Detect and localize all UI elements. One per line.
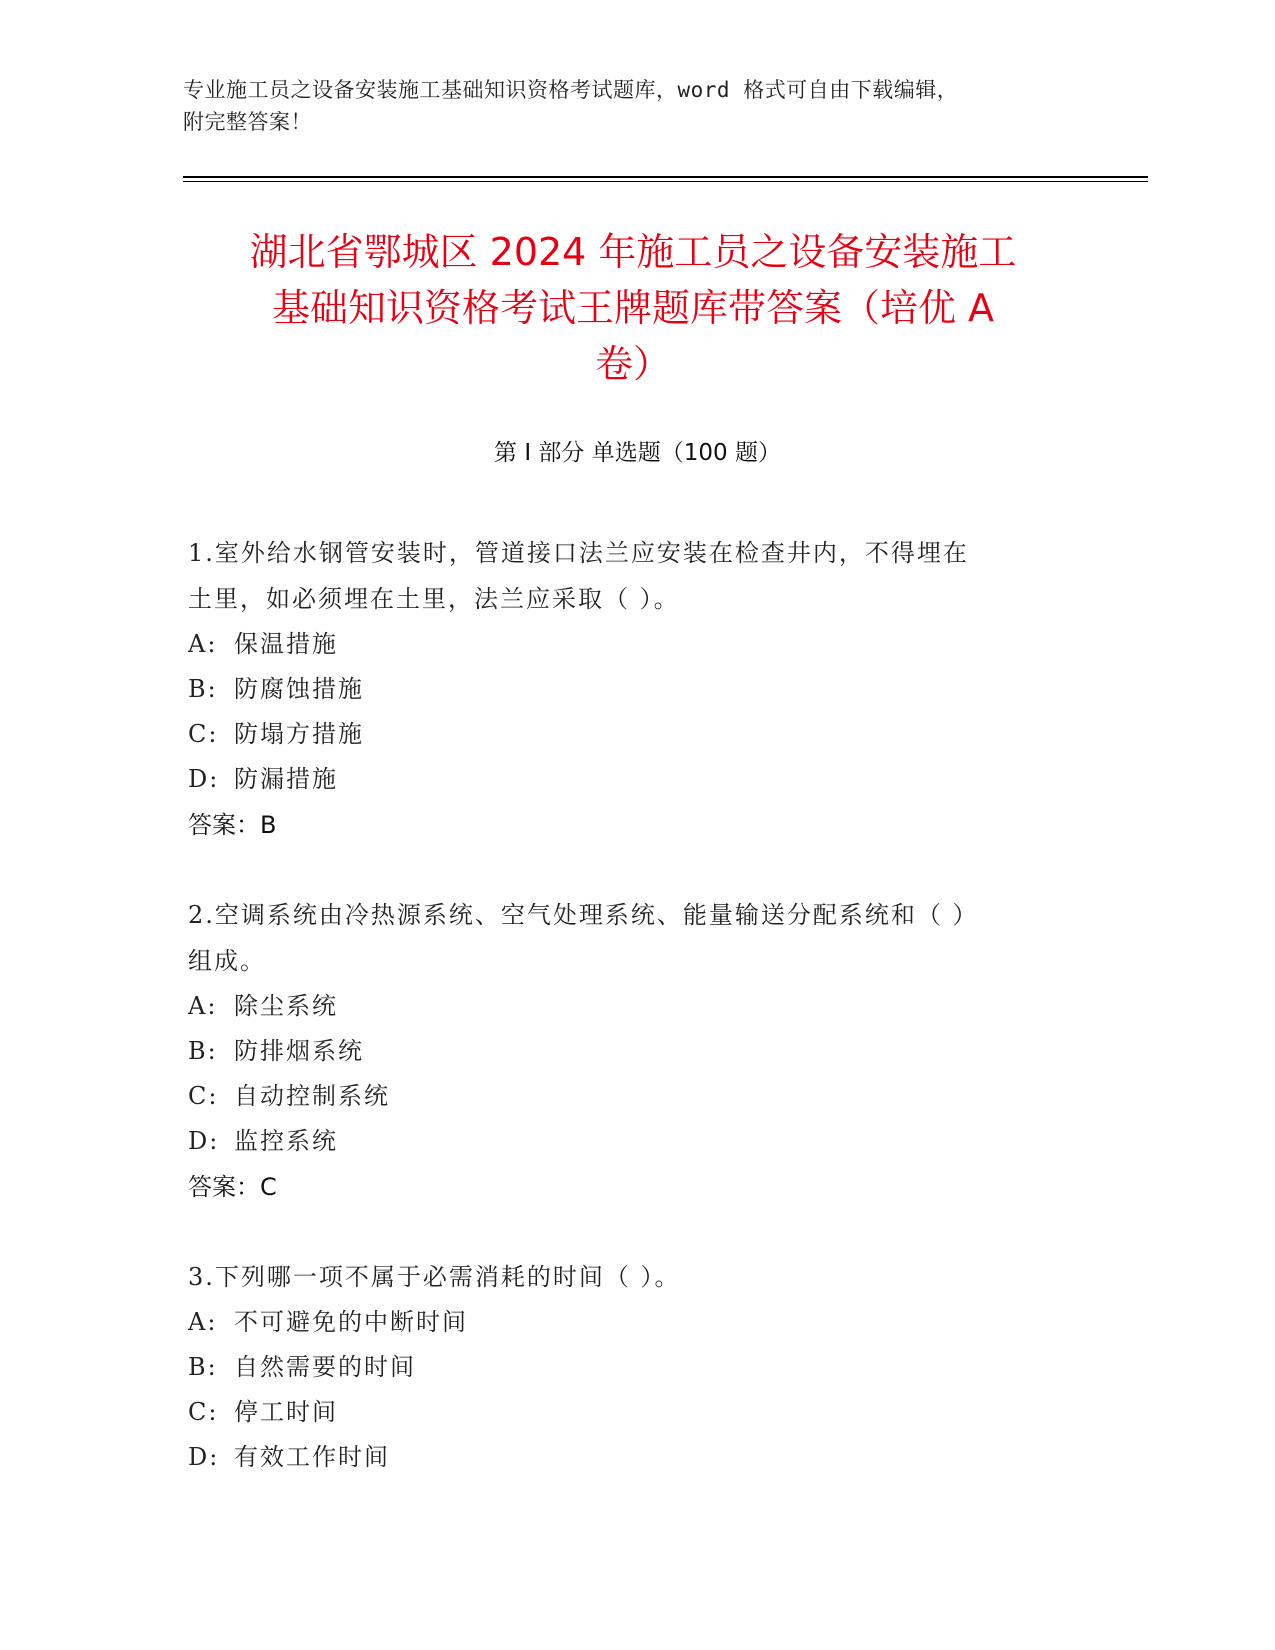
option-key: C: <box>188 720 219 748</box>
option-key: B: <box>188 675 218 703</box>
question-item <box>188 1254 1068 1480</box>
question-stem: 1.室外给水钢管安装时，管道接口法兰应安装在检查井内，不得埋在 <box>188 539 969 567</box>
option-text: 不可避免的中断时间 <box>234 1308 468 1336</box>
option-text: 防排烟系统 <box>234 1037 364 1065</box>
option-key: A: <box>188 1308 218 1336</box>
answer-line: 答案：B <box>188 811 277 839</box>
option-key: D: <box>188 765 220 793</box>
option-text: 自动控制系统 <box>234 1082 390 1110</box>
question-item <box>188 892 1068 1210</box>
option-text: 防漏措施 <box>234 765 338 793</box>
header-divider-thin <box>183 181 1148 182</box>
option-a <box>188 622 1068 667</box>
question-stem: 组成。 <box>188 947 266 975</box>
option-text: 停工时间 <box>234 1398 338 1426</box>
option-d <box>188 1435 1068 1480</box>
document-title-line: 卷） <box>594 342 671 386</box>
question-stem: 2.空调系统由冷热源系统、空气处理系统、能量输送分配系统和（ ） <box>188 901 979 929</box>
option-d <box>188 757 1068 802</box>
header-divider-thick <box>183 176 1148 178</box>
option-b <box>188 1029 1068 1074</box>
option-key: B: <box>188 1353 218 1381</box>
option-a <box>188 984 1068 1029</box>
option-key: D: <box>188 1443 220 1471</box>
header-note-line: 附完整答案！ <box>183 110 312 134</box>
question-stem: 土里，如必须埋在土里，法兰应采取（ ）。 <box>188 585 680 613</box>
option-key: B: <box>188 1037 218 1065</box>
document-title-line: 基础知识资格考试王牌题库带答案（培优 A <box>271 286 995 330</box>
option-text: 防腐蚀措施 <box>234 675 364 703</box>
option-b <box>188 1345 1068 1390</box>
question-stem: 3.下列哪一项不属于必需消耗的时间（ ）。 <box>188 1263 681 1291</box>
option-key: D: <box>188 1127 220 1155</box>
answer-line: 答案：C <box>188 1173 277 1201</box>
document-title <box>183 224 1083 392</box>
option-text: 防塌方措施 <box>234 720 364 748</box>
option-key: A: <box>188 992 218 1020</box>
option-c <box>188 712 1068 757</box>
option-text: 监控系统 <box>234 1127 338 1155</box>
option-text: 除尘系统 <box>234 992 338 1020</box>
option-c <box>188 1390 1068 1435</box>
header-note-line: 专业施工员之设备安装施工基础知识资格考试题库，word 格式可自由下载编辑， <box>183 78 959 102</box>
option-c <box>188 1074 1068 1119</box>
option-a <box>188 1300 1068 1345</box>
question-list <box>188 530 1068 1524</box>
option-d <box>188 1119 1068 1164</box>
option-key: A: <box>188 630 218 658</box>
option-b <box>188 667 1068 712</box>
header-note <box>183 74 1063 138</box>
question-item <box>188 530 1068 848</box>
option-key: C: <box>188 1082 219 1110</box>
option-text: 自然需要的时间 <box>234 1353 416 1381</box>
option-text: 保温措施 <box>234 630 338 658</box>
document-title-line: 湖北省鄂城区 2024 年施工员之设备安装施工 <box>249 230 1017 274</box>
option-text: 有效工作时间 <box>234 1443 390 1471</box>
option-key: C: <box>188 1398 219 1426</box>
section-title: 第 I 部分 单选题（100 题） <box>494 440 781 466</box>
